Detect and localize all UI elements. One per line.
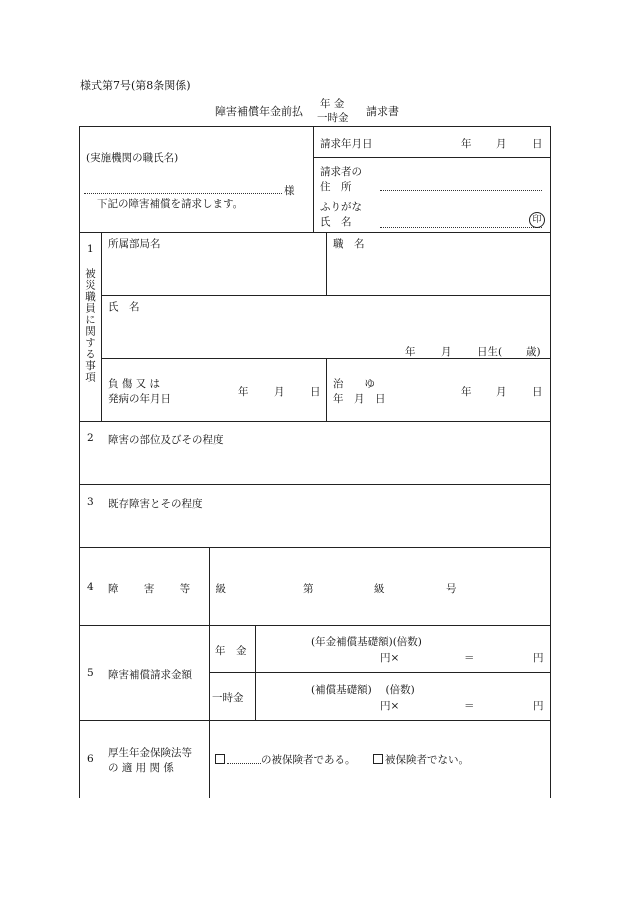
victim-name-label: 氏 名 xyxy=(108,301,140,313)
request-date-day: 日 xyxy=(532,138,543,150)
age-suffix: 歳) xyxy=(526,346,541,358)
section6-number: 6 xyxy=(87,753,94,765)
address-field[interactable] xyxy=(380,190,542,191)
recipient-name-field[interactable] xyxy=(84,193,282,194)
recipient-label: (実施機関の職氏名) xyxy=(86,152,179,164)
position-label: 職 名 xyxy=(333,238,365,250)
injury-day: 日 xyxy=(310,386,321,398)
section3-number: 3 xyxy=(87,496,94,508)
header-date-line xyxy=(313,157,551,158)
frame-left-line xyxy=(79,126,80,798)
section6-label-1: 厚生年金保険法等 xyxy=(108,747,192,759)
section5-label: 障害補償請求金額 xyxy=(108,669,192,681)
healed-month: 月 xyxy=(496,386,507,398)
injury-month: 月 xyxy=(274,386,285,398)
header-divider xyxy=(313,126,314,232)
title-suffix: 請求書 xyxy=(366,105,399,118)
address-label: 住 所 xyxy=(320,181,352,193)
birth-year: 年 xyxy=(405,346,416,358)
insurance-law-field[interactable] xyxy=(227,763,261,764)
header-bottom-line xyxy=(79,232,551,233)
request-date-month: 月 xyxy=(496,138,507,150)
section4-label: 障 害 等 級 xyxy=(108,583,238,595)
section2-bottom-line xyxy=(79,484,551,485)
frame-right-line xyxy=(550,126,551,798)
pension-equals: ＝ xyxy=(464,652,475,664)
section1-number: 1 xyxy=(87,243,94,255)
section1-label-column-line xyxy=(101,232,102,421)
not-insured-option[interactable] xyxy=(373,752,469,767)
healed-year: 年 xyxy=(461,386,472,398)
section2-label: 障害の部位及びその程度 xyxy=(108,434,224,446)
section2-number: 2 xyxy=(87,432,94,444)
department-label: 所属部局名 xyxy=(108,238,161,250)
birth-month: 月 xyxy=(441,346,452,358)
section5-number: 5 xyxy=(87,667,94,679)
lump-sum-equals: ＝ xyxy=(464,700,475,712)
not-insured-text: 被保険者でない。 xyxy=(385,754,469,766)
section1-vertical-title: 被災職員に関する事項 xyxy=(84,268,96,383)
section6-label-2: の 適 用 関 係 xyxy=(108,762,174,774)
grade-kyu: 級 xyxy=(374,583,385,595)
request-sentence: 下記の障害補償を請求します。 xyxy=(97,198,244,210)
form-title: 障害補償年金前払 xyxy=(215,105,303,118)
furigana-label: ふりがな xyxy=(320,201,362,213)
pension-formula: (年金補償基礎額)(倍数) xyxy=(311,636,422,648)
lump-sum-label: 一時金 xyxy=(212,692,244,704)
pension-yen: 円 xyxy=(533,652,544,664)
section4-number: 4 xyxy=(87,581,94,593)
birth-day-suffix: 日生( xyxy=(477,346,503,358)
section4-bottom-line xyxy=(79,625,551,626)
title-option-lump-sum: 一時金 xyxy=(317,112,349,124)
claimant-name-field[interactable] xyxy=(380,227,542,228)
lump-sum-yen-times: 円× xyxy=(380,700,400,712)
insured-checkbox[interactable] xyxy=(215,754,225,764)
grade-go: 号 xyxy=(446,583,457,595)
grade-dai: 第 xyxy=(303,583,314,595)
pension-yen-times: 円× xyxy=(380,652,400,664)
lump-sum-yen: 円 xyxy=(533,700,544,712)
section3-label: 既存障害とその程度 xyxy=(108,498,203,510)
pension-label: 年 金 xyxy=(215,645,247,657)
request-date-year: 年 xyxy=(461,138,472,150)
insured-text: の被保険者である。 xyxy=(261,754,356,766)
seal-mark: 印 xyxy=(529,212,545,228)
not-insured-checkbox[interactable] xyxy=(373,754,383,764)
claimant-label: 請求者の xyxy=(320,166,362,178)
section1-bottom-line xyxy=(79,421,551,422)
injury-year: 年 xyxy=(238,386,249,398)
injury-date-label-2: 発病の年月日 xyxy=(108,393,171,405)
section5-bottom-line xyxy=(79,720,551,721)
claimant-name-label: 氏 名 xyxy=(320,216,352,228)
healed-label-top: 治 ゆ xyxy=(333,378,375,390)
section5-middle-line xyxy=(209,672,551,673)
honorific: 様 xyxy=(284,185,295,197)
healed-label-bottom: 年 月 日 xyxy=(333,393,386,405)
section1-heal-divider xyxy=(326,358,327,421)
section1-position-divider xyxy=(326,232,327,296)
frame-top-line xyxy=(79,126,551,127)
title-option-pension: 年 金 xyxy=(320,98,345,110)
lump-sum-formula: (補償基礎額) (倍数) xyxy=(311,684,415,696)
section1-row-line-1 xyxy=(101,295,551,296)
injury-date-label-1: 負 傷 又 は xyxy=(108,378,161,390)
healed-day: 日 xyxy=(532,386,543,398)
section3-bottom-line xyxy=(79,547,551,548)
request-date-label: 請求年月日 xyxy=(320,138,373,150)
insured-option[interactable] xyxy=(215,752,356,767)
form-number: 様式第7号(第8条関係) xyxy=(80,79,191,92)
